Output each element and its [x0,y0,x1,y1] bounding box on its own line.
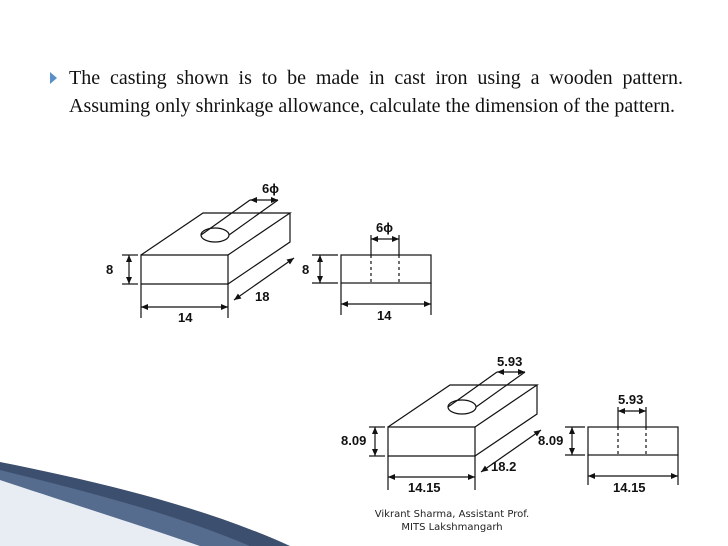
casting-hole-label: 6ϕ [262,181,279,196]
pattern-front-hole-label: 5.93 [618,392,644,407]
casting-front-hole-label: 6ϕ [376,220,393,235]
pattern-front-length-label: 14.15 [613,480,646,495]
pattern-front-view [565,407,678,485]
casting-width-label: 18 [255,289,270,304]
pattern-front-height-label: 8.09 [538,433,564,448]
casting-height-label: 8 [106,262,114,277]
pattern-length-label: 14.15 [408,480,441,495]
pattern-width-label: 18.2 [491,459,517,474]
casting-front-height-label: 8 [302,262,310,277]
footer-institution: MITS Lakshmangarh [401,522,503,533]
pattern-height-label: 8.09 [341,433,367,448]
casting-front-length-label: 14 [377,308,392,323]
footer-credit [360,508,544,534]
pattern-hole-label: 5.93 [497,354,523,369]
footer-author: Vikrant Sharma, Assistant Prof. [374,509,530,520]
casting-length-label: 14 [178,310,193,325]
casting-front-view [312,235,431,315]
decorative-swoosh [0,462,290,546]
problem-statement: The casting shown is to be made in cast iron using a wooden pattern. Assuming only shrinkage allowance, calculate the dimension of the pattern. [69,67,683,117]
